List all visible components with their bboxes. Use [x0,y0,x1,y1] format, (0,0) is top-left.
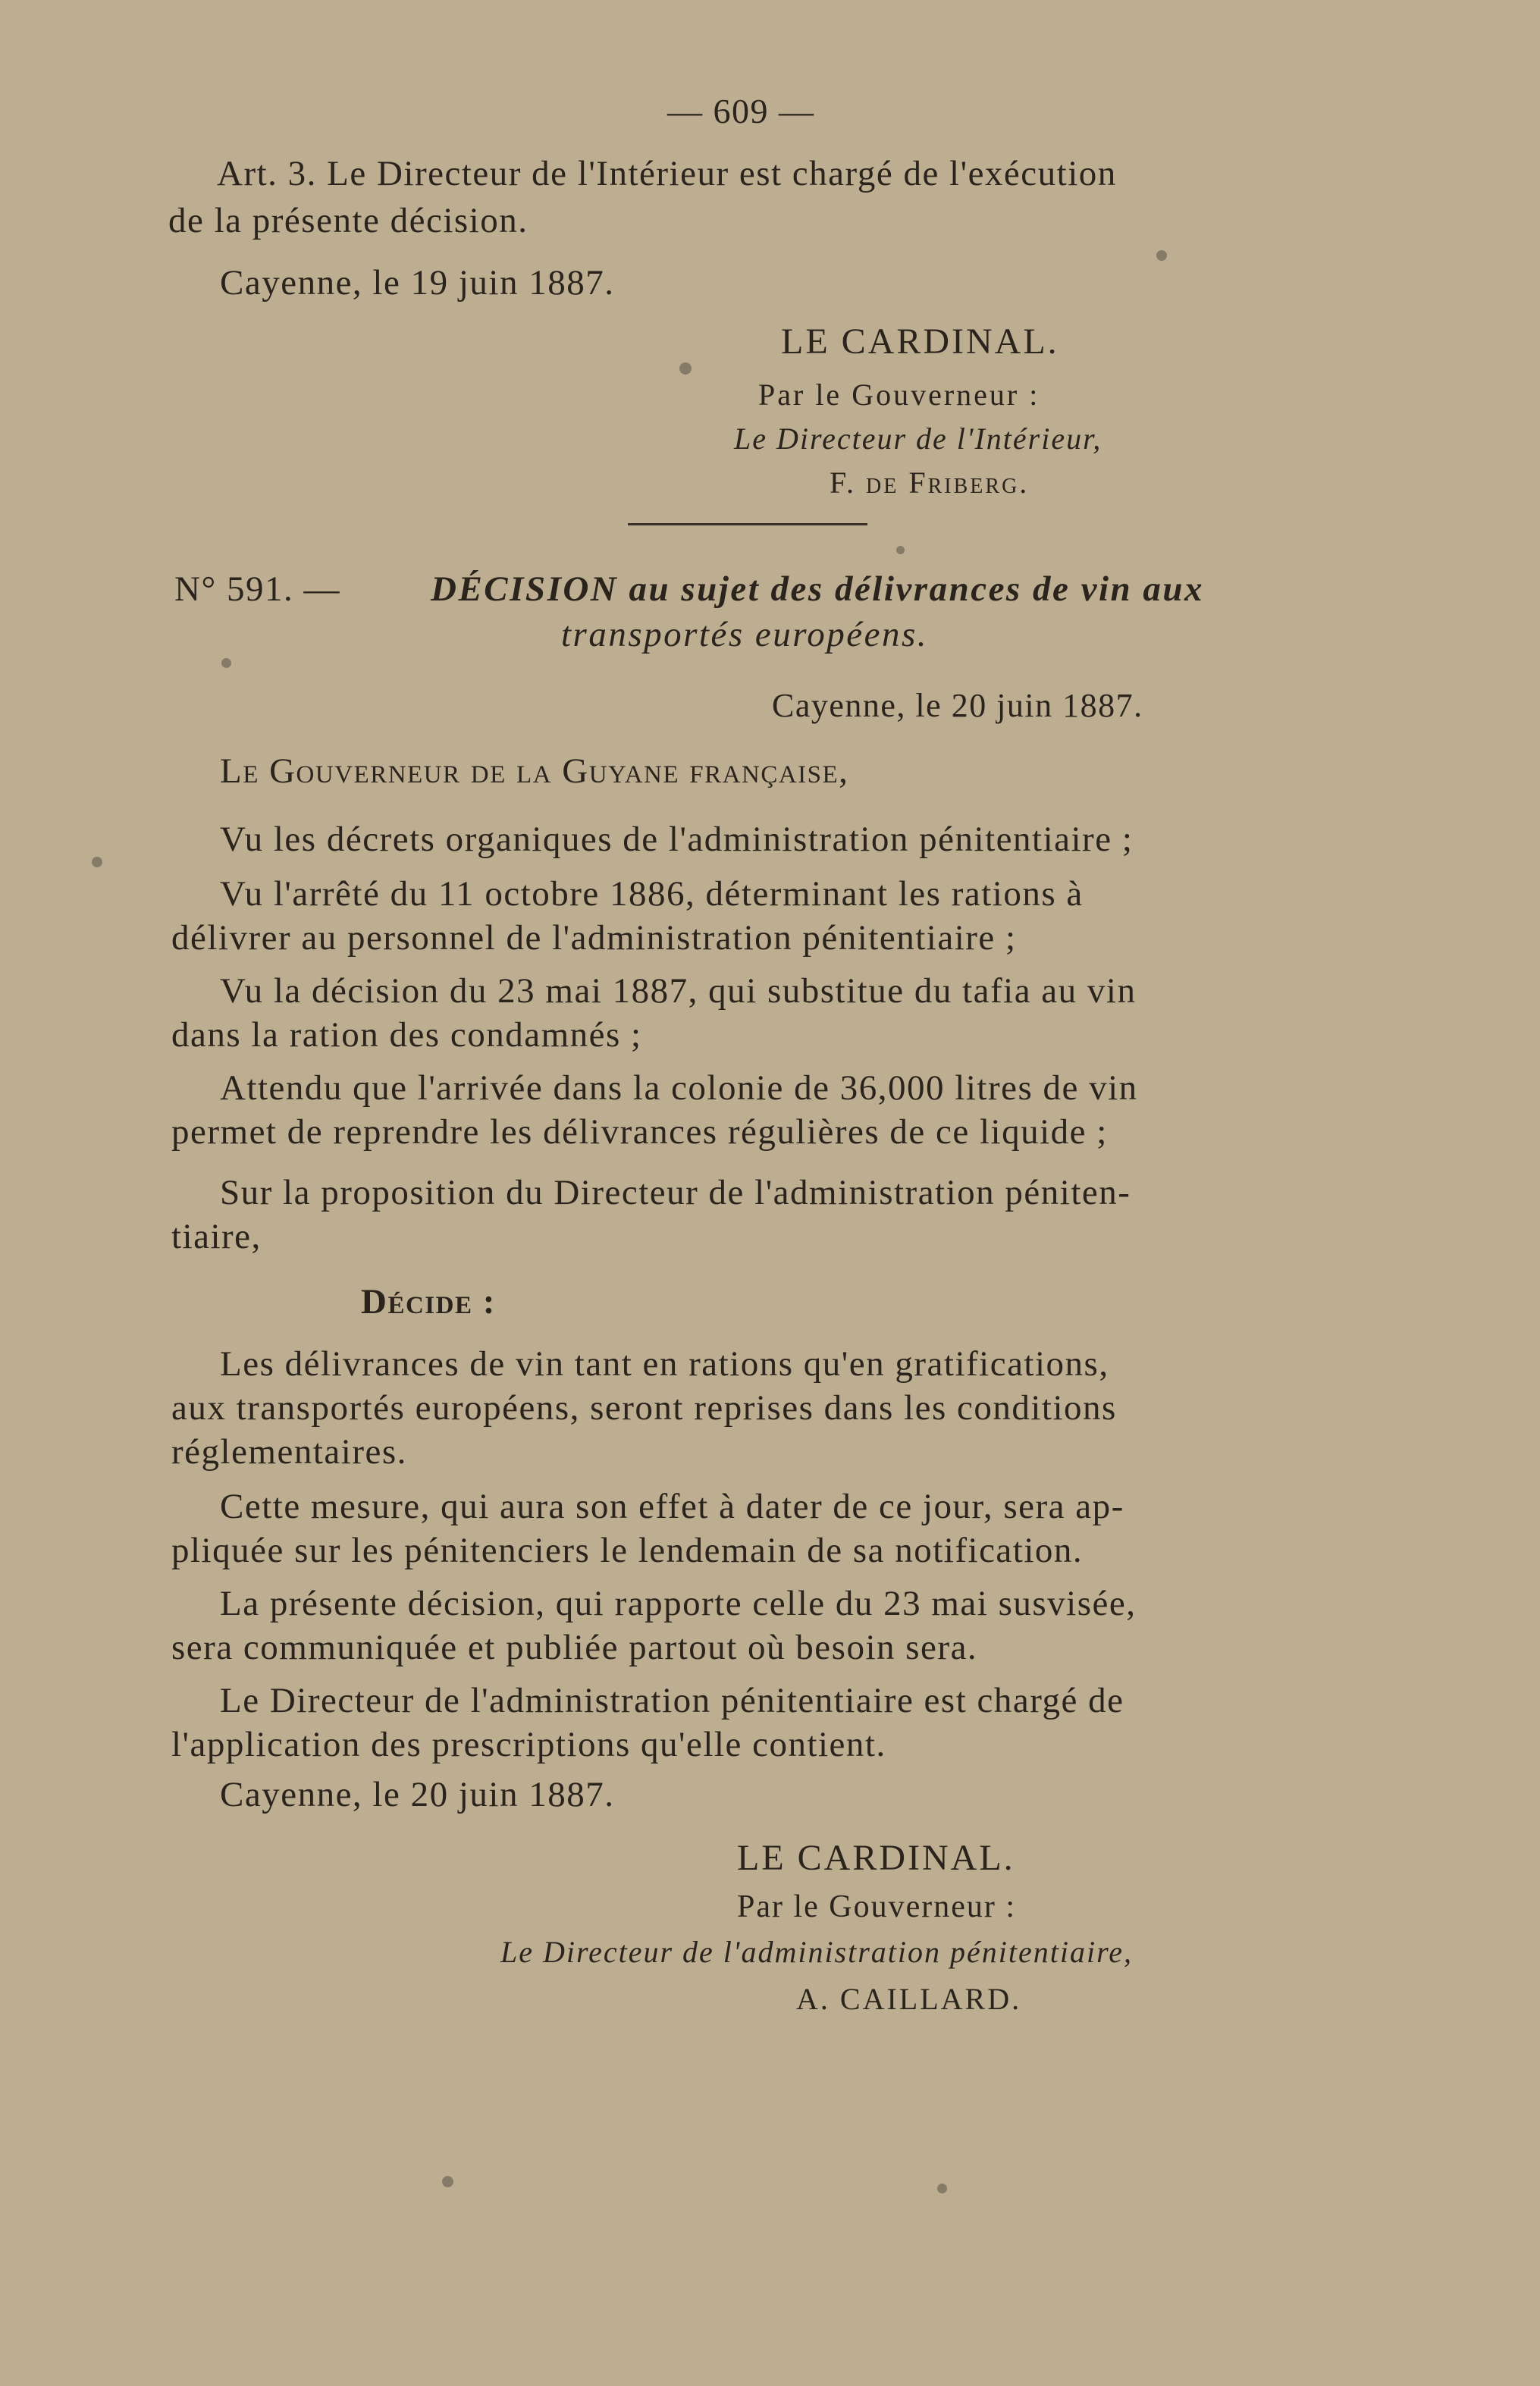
considerant-line: Attendu que l'arrivée dans la colonie de 36,000 litres de vin [220,1068,1138,1108]
decision-dateline: Cayenne, le 20 juin 1887. [772,687,1143,724]
article-line: de la présente décision. [168,201,528,240]
considerant-line: dans la ration des condamnés ; [171,1015,642,1055]
signature-title: Le Directeur de l'administration pénitentiaire, [500,1935,1133,1969]
separator-rule [628,523,867,525]
decide-label: Décide : [361,1282,496,1322]
considerant-line: Vu l'arrêté du 11 octobre 1886, déterminant les rations à [220,874,1084,914]
decision-title: transportés européens. [561,615,929,654]
issuing-authority: Le Gouverneur de la Guyane française, [220,751,849,791]
considerant-line: Sur la proposition du Directeur de l'administration péniten- [220,1173,1131,1212]
scan-speck [221,658,231,668]
article-line: La présente décision, qui rapporte celle du 23 mai susvisée, [220,1584,1137,1623]
scan-speck [896,546,905,554]
signature-name: LE CARDINAL. [781,321,1059,362]
considerant-line: tiaire, [171,1217,262,1256]
signing-date: Cayenne, le 19 juin 1887. [220,263,615,303]
scan-speck [92,857,102,867]
signature-by: Par le Gouverneur : [737,1889,1017,1924]
considerant-line: Vu les décrets organiques de l'administration pénitentiaire ; [220,820,1134,859]
signature-signer: F. de Friberg. [830,466,1030,500]
considerant-line: délivrer au personnel de l'administration pénitentiaire ; [171,918,1017,958]
article-line: pliquée sur les pénitenciers le lendemain de sa notification. [171,1531,1084,1570]
article-line: l'application des prescriptions qu'elle contient. [171,1725,886,1764]
scan-speck [937,2184,947,2193]
decision-number: N° 591. — [174,569,340,609]
considerant-line: Vu la décision du 23 mai 1887, qui substitue du tafia au vin [220,971,1137,1011]
article-line: sera communiquée et publiée partout où besoin sera. [171,1628,978,1667]
considerant-line: permet de reprendre les délivrances régulières de ce liquide ; [171,1112,1108,1152]
signing-date: Cayenne, le 20 juin 1887. [220,1775,615,1814]
article-line: Le Directeur de l'administration pénitentiaire est chargé de [220,1681,1124,1720]
article-line: aux transportés européens, seront reprises dans les conditions [171,1388,1117,1428]
signature-by: Par le Gouverneur : [758,378,1040,412]
article-line: Cette mesure, qui aura son effet à dater de ce jour, sera ap- [220,1487,1124,1526]
decision-title: DÉCISION au sujet des délivrances de vin aux [431,569,1205,609]
scan-speck [442,2176,453,2187]
scan-speck [1156,250,1167,261]
signature-signer: A. CAILLARD. [796,1982,1022,2016]
article-line: réglementaires. [171,1432,407,1472]
scan-speck [679,362,692,375]
article-line: Art. 3. Le Directeur de l'Intérieur est chargé de l'exécution [217,154,1117,193]
signature-name: LE CARDINAL. [737,1838,1015,1878]
article-line: Les délivrances de vin tant en rations qu'en gratifications, [220,1344,1109,1384]
page-number: — 609 — [667,92,815,130]
signature-title: Le Directeur de l'Intérieur, [734,422,1102,456]
